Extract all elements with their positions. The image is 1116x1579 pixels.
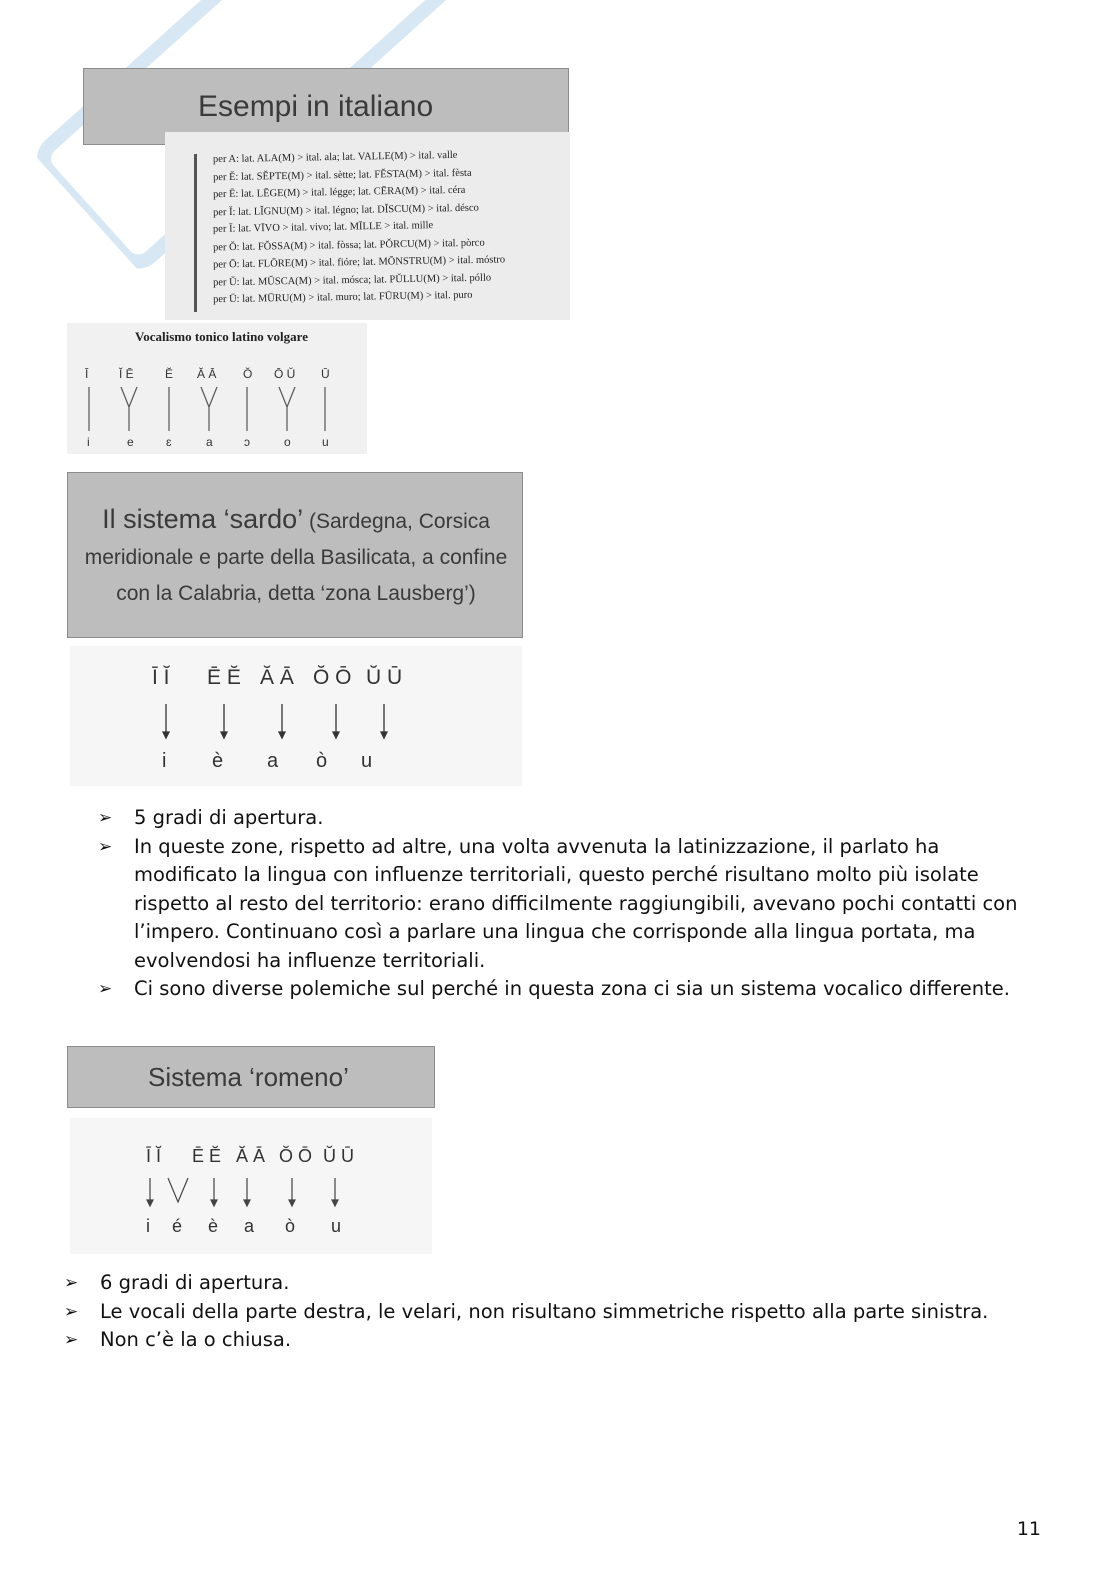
vowel-bottom: i (87, 435, 90, 449)
bullet-arrow-icon: ➢ (98, 808, 113, 828)
vowel-bottom: u (331, 1216, 342, 1236)
vowel-top: Ŭ Ū (323, 1146, 354, 1166)
list-item (64, 1298, 1040, 1327)
vowel-top: Ŏ (243, 367, 253, 381)
vocalismo-arrows (67, 383, 367, 435)
vowel-bottom: a (267, 750, 279, 772)
list-item (98, 804, 1034, 833)
vowel-top: Ŭ Ū (366, 666, 403, 689)
bullet-text: 5 gradi di apertura. (134, 806, 324, 829)
example-line: per Ō: lat. FLŌRE(M) > ital. fióre; lat. MŌNSTRU(M) > ital. móstro (212, 254, 506, 271)
vowel-top: Ă Ā (197, 367, 217, 381)
list-item (64, 1269, 1040, 1298)
example-line: per Ī: lat. VĪVO > ital. vivo; lat. MĪLLE > ital. mille (212, 220, 434, 235)
page-number: 11 (1016, 1518, 1041, 1540)
examples-rule (194, 154, 197, 312)
bullet-arrow-icon: ➢ (98, 836, 113, 857)
vocalismo-title: Vocalismo tonico latino volgare (135, 329, 308, 344)
bullet-arrow-icon: ➢ (64, 1273, 79, 1293)
vowel-bottom: ò (285, 1216, 296, 1236)
bullet-arrow-icon: ➢ (98, 979, 113, 999)
sardo-arrows (70, 702, 522, 742)
list-item (64, 1326, 1040, 1355)
vowel-bottom: a (244, 1216, 255, 1236)
sardo-diagram (70, 646, 522, 786)
sardo-title-main: Il sistema ‘sardo’ (102, 504, 304, 534)
vowel-top: Ē Ĕ (192, 1146, 222, 1166)
vowel-bottom: u (361, 750, 373, 772)
example-line: per Ŏ: lat. FŎSSA(M) > ital. fòssa; lat. PŎRCU(M) > ital. pòrco (212, 237, 485, 254)
example-line: per Ŭ: lat. MŬSCA(M) > ital. mósca; lat. PŬLLU(M) > ital. póllo (212, 272, 492, 289)
sardo-banner (67, 472, 523, 638)
vocalismo-diagram (67, 323, 367, 454)
examples-title: Esempi in italiano (198, 90, 434, 123)
bullet-text: Non c’è la o chiusa. (100, 1328, 292, 1351)
vowel-top: Ŏ Ō (313, 666, 352, 689)
sardo-bullets (98, 804, 1034, 1004)
example-line: per Ĕ: lat. SĔPTE(M) > ital. sètte; lat. FĔSTA(M) > ital. fèsta (212, 167, 472, 184)
vowel-bottom: é (172, 1216, 183, 1236)
vowel-top: Ĕ (165, 367, 174, 381)
vowel-bottom: o (284, 435, 291, 449)
romeno-arrows (70, 1176, 432, 1210)
list-item (98, 833, 1034, 976)
vowel-top: Ŏ Ō (279, 1146, 313, 1166)
vowel-bottom: è (208, 1216, 219, 1236)
vowel-top: Ō Ŭ (274, 367, 296, 381)
vowel-bottom: è (212, 750, 224, 772)
romeno-diagram (70, 1118, 432, 1254)
bullet-text: 6 gradi di apertura. (100, 1271, 290, 1294)
vowel-top: Ī Ĭ (152, 666, 170, 689)
vowel-bottom: i (162, 750, 167, 772)
examples-image (165, 132, 570, 320)
bullet-text: Le vocali della parte destra, le velari, non risultano simmetriche rispetto alla parte sinistra. (100, 1299, 989, 1323)
vowel-bottom: a (206, 435, 213, 449)
bullet-text: In queste zone, rispetto ad altre, una volta avvenuta la latinizzazione, il parlato ha modificato la lingua con influenze territoriali, questo perché risultano molto più isolate rispetto al resto del territorio: erano difficilmente raggiungibili, avevano pochi contatti con l’impero. Continuano così a parlare una lingua che corrisponde alla lingua portata, ma evolvendosi ha influenze territoriali. (134, 834, 1018, 972)
bullet-arrow-icon: ➢ (64, 1330, 79, 1350)
vowel-bottom: i (146, 1216, 150, 1236)
vowel-bottom: e (127, 435, 134, 449)
vowel-bottom: u (322, 435, 329, 449)
bullet-text: Ci sono diverse polemiche sul perché in questa zona ci sia un sistema vocalico differente. (134, 977, 1010, 1000)
romeno-bullets (64, 1269, 1040, 1355)
sardo-title-line2: meridionale e parte della Basilicata, a confine (84, 546, 508, 569)
sardo-title (68, 501, 524, 612)
list-item (98, 975, 1034, 1004)
vowel-bottom: ɛ (166, 435, 172, 449)
vowel-bottom: ɔ (244, 435, 250, 449)
vowel-top: Ă Ā (236, 1146, 266, 1166)
vowel-top: Ū (321, 367, 330, 381)
romeno-title: Sistema ‘romeno’ (148, 1062, 349, 1092)
vowel-top: Ĭ Ē (119, 367, 134, 381)
example-line: per A: lat. ALA(M) > ital. ala; lat. VALLE(M) > ital. valle (212, 149, 458, 166)
vowel-bottom: ò (316, 750, 328, 772)
vowel-top: Ē Ĕ (207, 666, 241, 689)
example-line: per Ē: lat. LĒGE(M) > ital. légge; lat. CĒRA(M) > ital. céra (212, 184, 466, 201)
example-line: per Ĭ: lat. LĬGNU(M) > ital. légno; lat. DĬSCU(M) > ital. désco (212, 202, 479, 219)
example-line: per Ū: lat. MŪRU(M) > ital. muro; lat. FŪRU(M) > ital. puro (212, 289, 473, 306)
vowel-top: Ī Ĭ (146, 1146, 162, 1166)
bullet-arrow-icon: ➢ (64, 1301, 79, 1322)
vowel-top: Ă Ā (260, 666, 294, 689)
sardo-title-rest: (Sardegna, Corsica (303, 510, 490, 533)
romeno-banner (67, 1046, 435, 1108)
sardo-title-line3: con la Calabria, detta ‘zona Lausberg’) (116, 582, 476, 605)
vowel-top: Ī (85, 367, 89, 381)
